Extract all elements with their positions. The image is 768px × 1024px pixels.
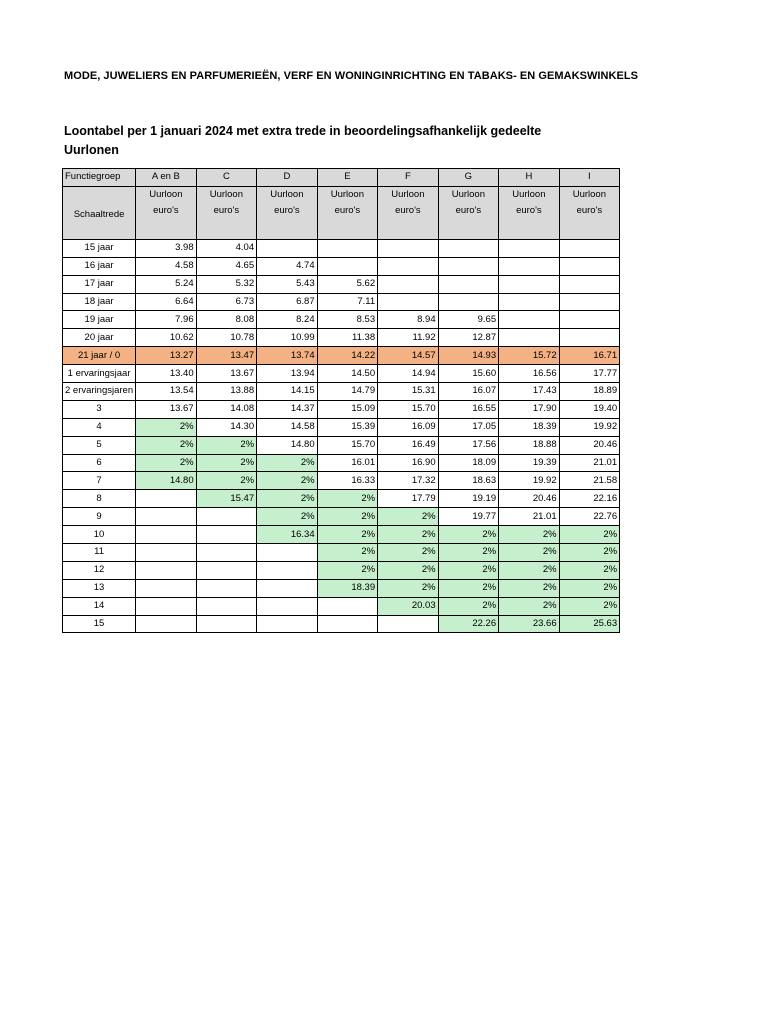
wage-cell: 8.94 (378, 311, 439, 329)
group-header: I (559, 169, 620, 187)
unit-header (257, 186, 318, 239)
wage-cell: 2% (438, 597, 499, 615)
wage-cell: 2% (317, 526, 378, 544)
wage-cell: 2% (438, 544, 499, 562)
table-row (63, 311, 620, 329)
table-row (63, 293, 620, 311)
row-label: 20 jaar (63, 329, 136, 347)
wage-cell: 2% (438, 579, 499, 597)
unit-line2: euro's (153, 204, 179, 216)
wage-cell: 13.88 (196, 383, 257, 401)
row-label: 9 (63, 508, 136, 526)
corner-functiegroep: Functiegroep (63, 169, 136, 187)
unit-header (499, 186, 560, 239)
wage-cell: 4.04 (196, 239, 257, 257)
wage-cell: 2% (317, 544, 378, 562)
wage-cell: 16.49 (378, 436, 439, 454)
wage-cell (136, 597, 197, 615)
wage-cell (438, 275, 499, 293)
wage-cell: 16.71 (559, 347, 620, 365)
wage-cell: 5.62 (317, 275, 378, 293)
wage-cell (196, 508, 257, 526)
unit-line1: Uurloon (270, 188, 304, 200)
wage-cell: 17.56 (438, 436, 499, 454)
table-row (63, 579, 620, 597)
wage-cell: 2% (196, 454, 257, 472)
row-label: 10 (63, 526, 136, 544)
wage-cell: 13.40 (136, 365, 197, 383)
wage-cell: 2% (438, 526, 499, 544)
wage-cell: 14.94 (378, 365, 439, 383)
table-row (63, 526, 620, 544)
group-header: F (378, 169, 439, 187)
wage-cell: 15.39 (317, 418, 378, 436)
wage-cell (438, 293, 499, 311)
wage-cell: 16.90 (378, 454, 439, 472)
wage-cell: 11.92 (378, 329, 439, 347)
wage-cell: 5.32 (196, 275, 257, 293)
wage-cell: 2% (559, 526, 620, 544)
wage-cell: 16.01 (317, 454, 378, 472)
wage-cell: 2% (378, 508, 439, 526)
unit-line1: Uurloon (330, 188, 365, 200)
wage-cell: 10.78 (196, 329, 257, 347)
wage-cell: 13.27 (136, 347, 197, 365)
row-label: 11 (63, 544, 136, 562)
row-label: 14 (63, 597, 136, 615)
wage-cell: 14.93 (438, 347, 499, 365)
wage-cell: 14.15 (257, 383, 318, 401)
wage-cell: 17.77 (559, 365, 620, 383)
wage-cell: 16.56 (499, 365, 560, 383)
wage-cell (196, 526, 257, 544)
table-row (63, 365, 620, 383)
row-label: 15 jaar (63, 239, 136, 257)
table-row (63, 418, 620, 436)
wage-cell: 2% (317, 561, 378, 579)
row-label: 1 ervaringsjaar (63, 365, 136, 383)
wage-cell: 2% (196, 472, 257, 490)
wage-cell (136, 615, 197, 633)
wage-cell: 2% (499, 597, 560, 615)
table-row (63, 597, 620, 615)
table-row (63, 472, 620, 490)
table-row (63, 436, 620, 454)
wage-cell: 14.80 (136, 472, 197, 490)
row-label: 8 (63, 490, 136, 508)
unit-header (378, 186, 439, 239)
wage-cell: 7.11 (317, 293, 378, 311)
row-label: 4 (63, 418, 136, 436)
wage-cell: 10.99 (257, 329, 318, 347)
corner-schaaltrede (63, 186, 136, 239)
table-title: Loontabel per 1 januari 2024 met extra trede in beoordelingsafhankelijk gedeelte (64, 124, 542, 138)
wage-cell: 2% (559, 544, 620, 562)
wage-cell: 20.03 (378, 597, 439, 615)
wage-cell (317, 615, 378, 633)
wage-cell: 16.34 (257, 526, 318, 544)
wage-cell (499, 257, 560, 275)
table-row (63, 561, 620, 579)
wage-cell (559, 275, 620, 293)
table-row (63, 454, 620, 472)
wage-cell: 2% (257, 508, 318, 526)
wage-cell: 2% (499, 579, 560, 597)
table-row (63, 544, 620, 562)
wage-cell: 2% (257, 454, 318, 472)
wage-cell: 13.74 (257, 347, 318, 365)
wage-cell: 19.19 (438, 490, 499, 508)
group-header: C (196, 169, 257, 187)
table-row (63, 329, 620, 347)
wage-cell: 18.39 (317, 579, 378, 597)
wage-cell (136, 544, 197, 562)
table-row (63, 400, 620, 418)
unit-line1: Uurloon (391, 188, 425, 200)
wage-cell: 12.87 (438, 329, 499, 347)
wage-cell: 19.40 (559, 400, 620, 418)
wage-cell (378, 615, 439, 633)
row-label: 5 (63, 436, 136, 454)
wage-cell (559, 329, 620, 347)
wage-cell: 20.46 (499, 490, 560, 508)
wage-cell (257, 597, 318, 615)
wage-cell: 13.47 (196, 347, 257, 365)
wage-cell: 18.89 (559, 383, 620, 401)
unit-header (438, 186, 499, 239)
wage-cell: 2% (499, 544, 560, 562)
wage-cell: 2% (317, 508, 378, 526)
unit-header-row (63, 186, 620, 239)
wage-cell: 2% (559, 579, 620, 597)
group-header: E (317, 169, 378, 187)
document-heading: MODE, JUWELIERS EN PARFUMERIEËN, VERF EN WONINGINRICHTING EN TABAKS- EN GEMAKSWINKELS (64, 70, 639, 82)
wage-cell: 13.67 (136, 400, 197, 418)
wage-cell: 15.60 (438, 365, 499, 383)
wage-cell: 15.70 (378, 400, 439, 418)
table-row (63, 275, 620, 293)
unit-line2: euro's (395, 204, 421, 216)
wage-cell: 6.64 (136, 293, 197, 311)
wage-cell: 17.32 (378, 472, 439, 490)
wage-cell (136, 508, 197, 526)
wage-cell: 14.22 (317, 347, 378, 365)
row-label: 13 (63, 579, 136, 597)
unit-line2: euro's (455, 204, 482, 216)
wage-cell (317, 257, 378, 275)
wage-cell (378, 275, 439, 293)
wage-cell: 25.63 (559, 615, 620, 633)
wage-cell: 15.72 (499, 347, 560, 365)
schaaltrede-label: Schaaltrede (73, 208, 125, 220)
wage-cell: 17.79 (378, 490, 439, 508)
wage-table (62, 168, 620, 633)
wage-cell: 2% (136, 454, 197, 472)
row-label: 16 jaar (63, 257, 136, 275)
wage-cell (136, 490, 197, 508)
unit-line1: Uurloon (512, 188, 546, 200)
wage-cell: 4.58 (136, 257, 197, 275)
table-row (63, 347, 620, 365)
wage-cell (257, 579, 318, 597)
wage-cell (257, 239, 318, 257)
group-header: D (257, 169, 318, 187)
unit-line2: euro's (274, 204, 300, 216)
wage-cell (499, 311, 560, 329)
row-label: 19 jaar (63, 311, 136, 329)
wage-cell: 15.09 (317, 400, 378, 418)
group-header: H (499, 169, 560, 187)
wage-cell: 6.73 (196, 293, 257, 311)
wage-cell (196, 579, 257, 597)
row-label: 6 (63, 454, 136, 472)
wage-cell (257, 615, 318, 633)
wage-cell: 7.96 (136, 311, 197, 329)
wage-cell: 19.92 (499, 472, 560, 490)
wage-cell (196, 561, 257, 579)
wage-cell: 2% (196, 436, 257, 454)
wage-cell: 18.88 (499, 436, 560, 454)
wage-cell (196, 544, 257, 562)
wage-cell: 2% (136, 418, 197, 436)
wage-cell (378, 239, 439, 257)
wage-cell (559, 311, 620, 329)
wage-cell: 2% (559, 597, 620, 615)
unit-line2: euro's (334, 204, 361, 216)
wage-cell: 18.09 (438, 454, 499, 472)
wage-cell: 17.90 (499, 400, 560, 418)
table-row (63, 615, 620, 633)
wage-cell: 14.57 (378, 347, 439, 365)
wage-cell: 11.38 (317, 329, 378, 347)
unit-line1: Uurloon (572, 188, 607, 200)
wage-cell: 2% (499, 561, 560, 579)
wage-cell (196, 597, 257, 615)
table-row (63, 383, 620, 401)
unit-header (136, 186, 197, 239)
wage-cell: 8.24 (257, 311, 318, 329)
wage-cell: 16.55 (438, 400, 499, 418)
wage-cell (196, 615, 257, 633)
wage-cell: 2% (378, 544, 439, 562)
wage-cell: 16.09 (378, 418, 439, 436)
wage-cell: 14.80 (257, 436, 318, 454)
wage-cell: 21.01 (499, 508, 560, 526)
wage-cell: 20.46 (559, 436, 620, 454)
group-header-row (63, 169, 620, 187)
wage-cell (136, 526, 197, 544)
row-label: 15 (63, 615, 136, 633)
wage-cell (499, 239, 560, 257)
wage-cell: 15.70 (317, 436, 378, 454)
wage-cell (499, 275, 560, 293)
wage-cell: 10.62 (136, 329, 197, 347)
wage-cell (317, 239, 378, 257)
wage-cell: 19.39 (499, 454, 560, 472)
wage-cell: 5.43 (257, 275, 318, 293)
wage-cell: 2% (378, 526, 439, 544)
wage-cell: 8.08 (196, 311, 257, 329)
wage-cell: 22.16 (559, 490, 620, 508)
table-row (63, 508, 620, 526)
wage-cell: 4.65 (196, 257, 257, 275)
table-row (63, 239, 620, 257)
wage-cell: 14.58 (257, 418, 318, 436)
table-row (63, 257, 620, 275)
wage-cell: 13.67 (196, 365, 257, 383)
row-label: 7 (63, 472, 136, 490)
wage-cell: 15.31 (378, 383, 439, 401)
wage-cell: 2% (378, 579, 439, 597)
wage-cell: 18.39 (499, 418, 560, 436)
wage-cell: 2% (499, 526, 560, 544)
wage-cell (499, 329, 560, 347)
wage-cell: 22.26 (438, 615, 499, 633)
wage-cell: 14.50 (317, 365, 378, 383)
wage-cell (559, 239, 620, 257)
unit-line1: Uurloon (149, 188, 183, 200)
wage-cell: 2% (317, 490, 378, 508)
wage-cell (257, 544, 318, 562)
table-row (63, 490, 620, 508)
wage-cell: 17.43 (499, 383, 560, 401)
wage-cell (499, 293, 560, 311)
wage-cell: 3.98 (136, 239, 197, 257)
wage-cell: 23.66 (499, 615, 560, 633)
wage-cell: 19.77 (438, 508, 499, 526)
unit-line2: euro's (516, 204, 542, 216)
wage-cell: 21.01 (559, 454, 620, 472)
wage-cell (257, 561, 318, 579)
wage-cell (559, 293, 620, 311)
wage-table-body (63, 169, 620, 633)
wage-cell: 14.79 (317, 383, 378, 401)
group-header: G (438, 169, 499, 187)
wage-cell: 6.87 (257, 293, 318, 311)
wage-cell: 19.92 (559, 418, 620, 436)
wage-cell: 2% (378, 561, 439, 579)
wage-cell: 2% (559, 561, 620, 579)
unit-line2: euro's (213, 204, 240, 216)
wage-cell: 2% (438, 561, 499, 579)
unit-header (317, 186, 378, 239)
wage-cell: 8.53 (317, 311, 378, 329)
wage-cell: 9.65 (438, 311, 499, 329)
group-header: A en B (136, 169, 197, 187)
wage-cell (317, 597, 378, 615)
wage-cell: 13.94 (257, 365, 318, 383)
unit-line1: Uurloon (209, 188, 244, 200)
unit-header (559, 186, 620, 239)
wage-cell: 17.05 (438, 418, 499, 436)
wage-cell: 16.33 (317, 472, 378, 490)
row-label: 2 ervaringsjaren (63, 383, 136, 401)
wage-cell (438, 257, 499, 275)
wage-cell: 2% (257, 472, 318, 490)
table-subtitle: Uurlonen (64, 143, 119, 157)
unit-line2: euro's (576, 204, 603, 216)
row-label: 3 (63, 400, 136, 418)
unit-line1: Uurloon (451, 188, 486, 200)
wage-cell: 21.58 (559, 472, 620, 490)
wage-cell (136, 579, 197, 597)
wage-cell: 18.63 (438, 472, 499, 490)
wage-cell (378, 257, 439, 275)
wage-cell: 14.08 (196, 400, 257, 418)
wage-cell: 13.54 (136, 383, 197, 401)
wage-cell: 16.07 (438, 383, 499, 401)
wage-cell (559, 257, 620, 275)
wage-cell (136, 561, 197, 579)
wage-cell: 15.47 (196, 490, 257, 508)
row-label: 17 jaar (63, 275, 136, 293)
wage-cell: 2% (257, 490, 318, 508)
wage-cell (438, 239, 499, 257)
wage-cell: 14.37 (257, 400, 318, 418)
row-label: 21 jaar / 0 (63, 347, 136, 365)
wage-cell: 22.76 (559, 508, 620, 526)
unit-header (196, 186, 257, 239)
row-label: 18 jaar (63, 293, 136, 311)
wage-cell: 5.24 (136, 275, 197, 293)
wage-cell: 2% (136, 436, 197, 454)
wage-cell: 14.30 (196, 418, 257, 436)
wage-cell: 4.74 (257, 257, 318, 275)
wage-cell (378, 293, 439, 311)
row-label: 12 (63, 561, 136, 579)
